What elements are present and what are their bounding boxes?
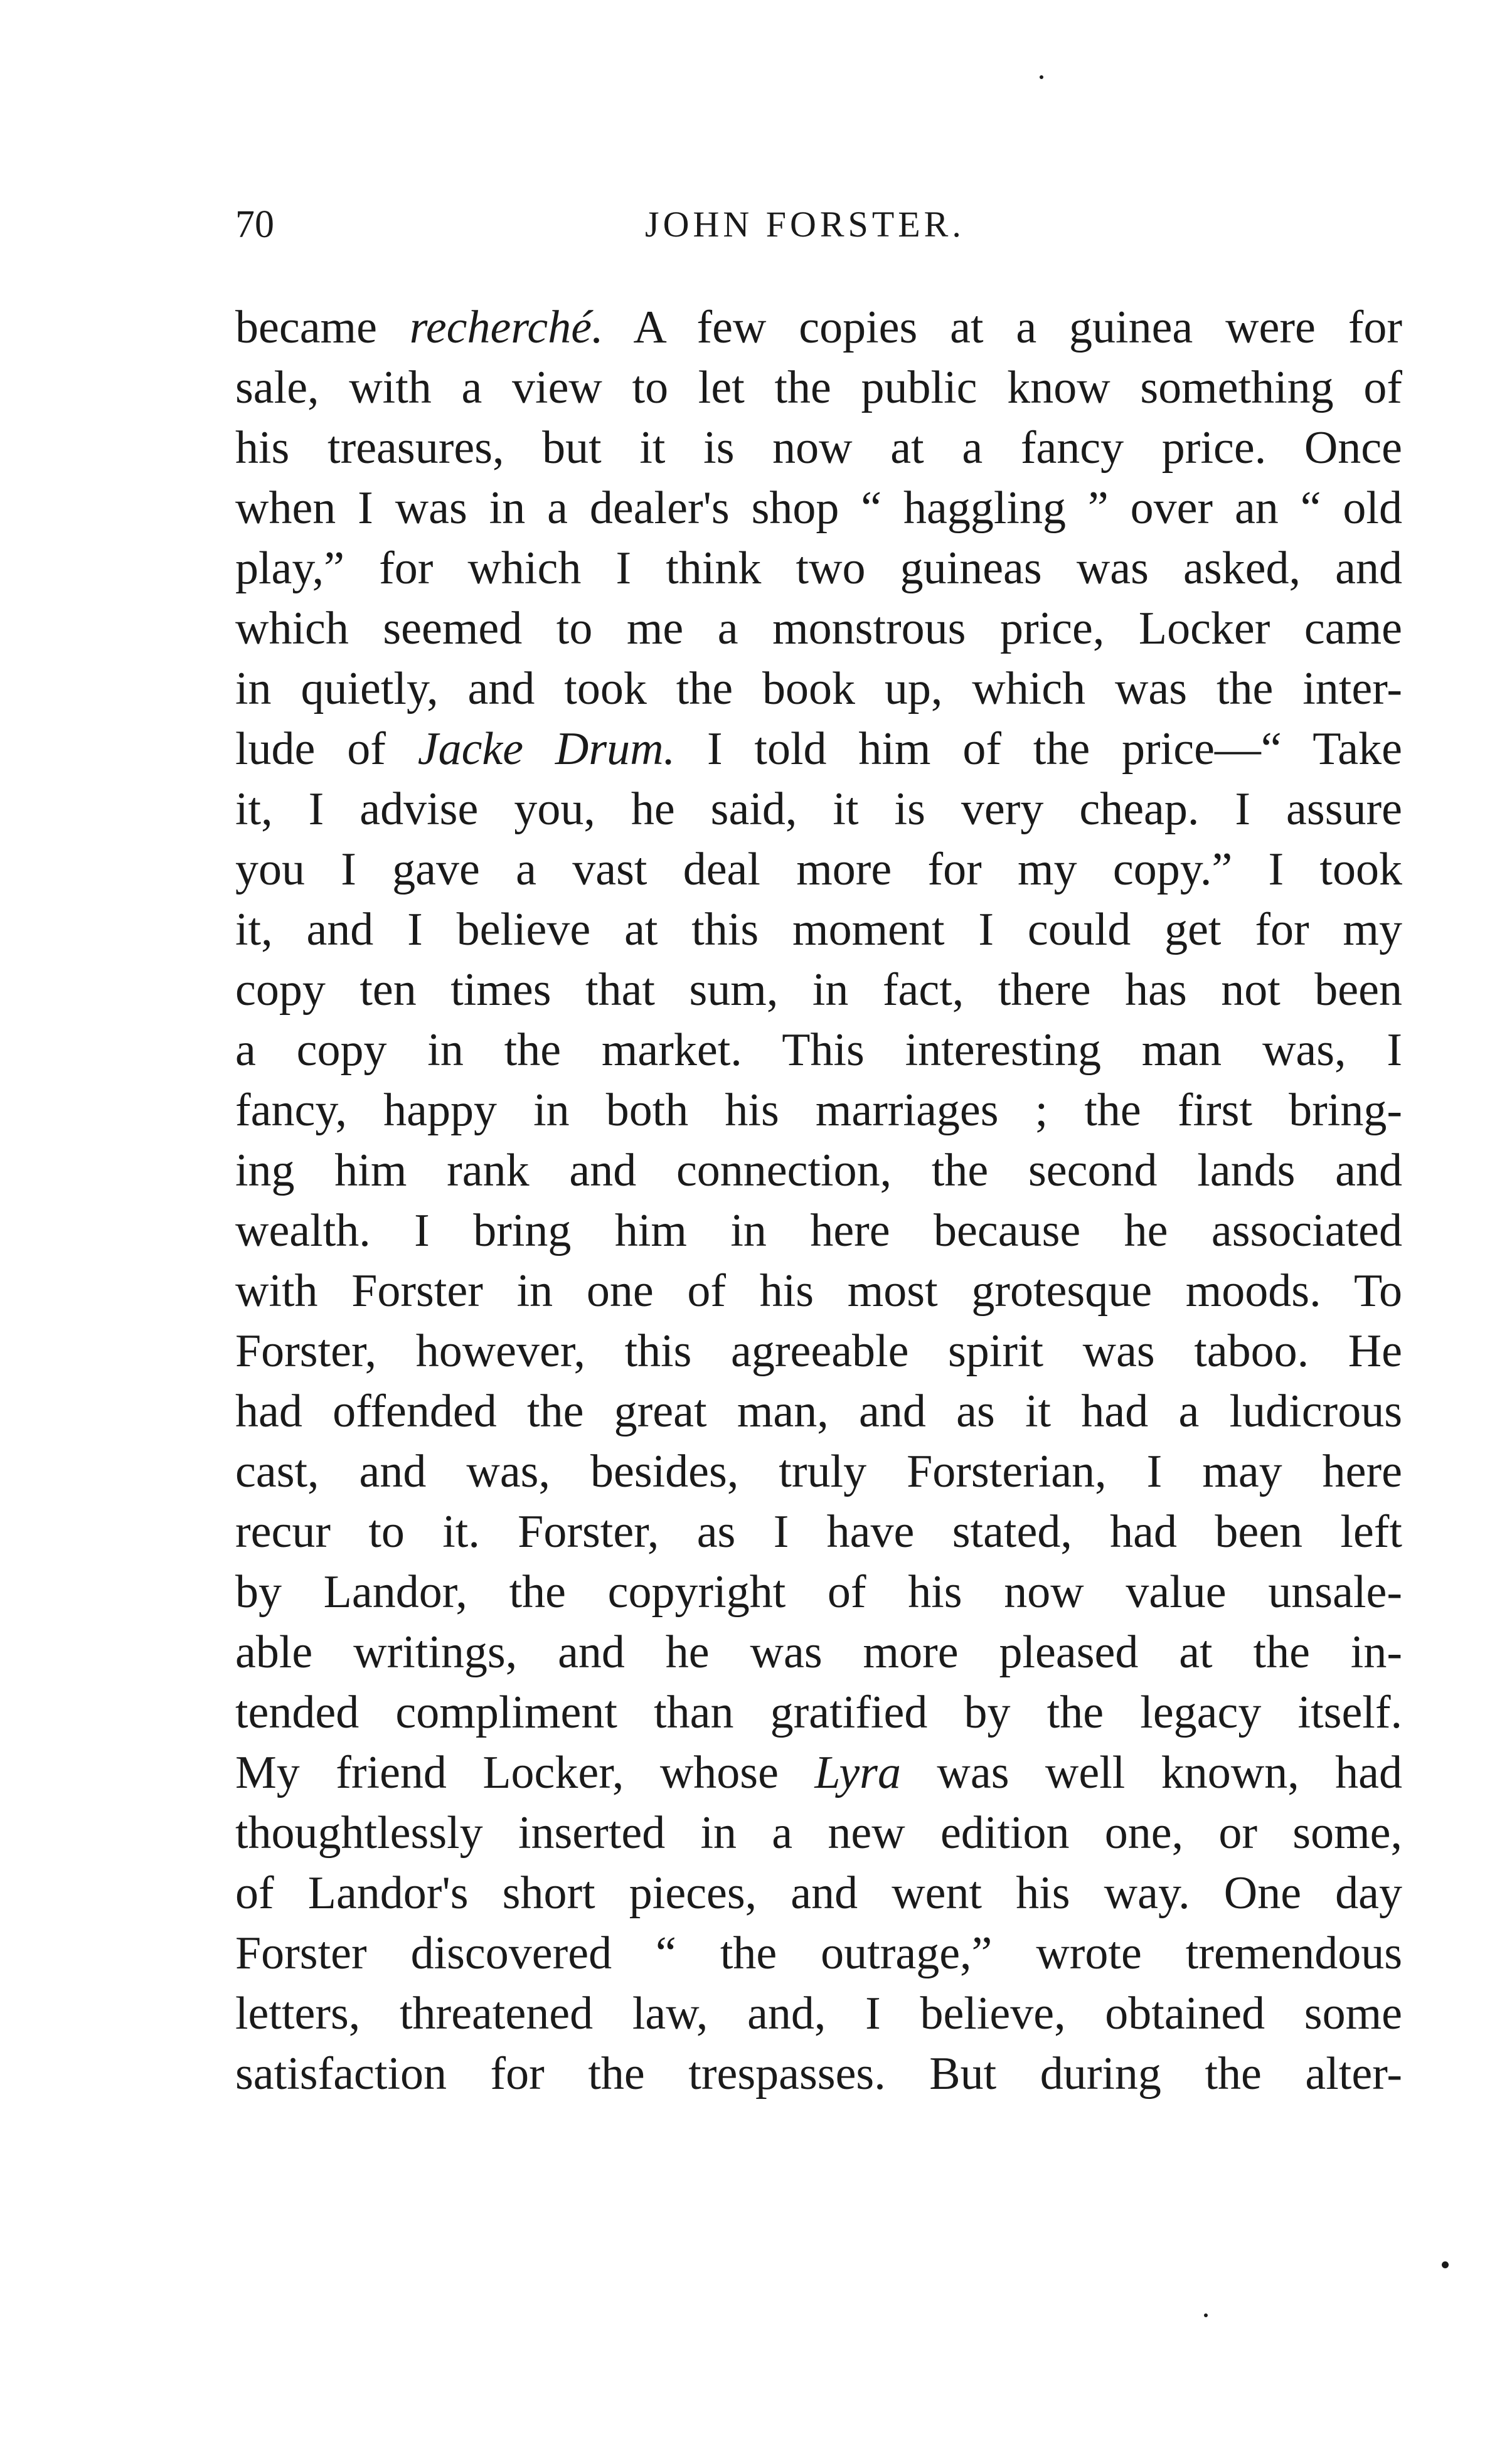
text-segment: play,” for which I think two guineas was asked, and [235,543,1402,594]
text-line [235,719,1402,779]
text-segment: when I was in a dealer's shop “ haggling ” over an “ old [235,482,1402,534]
text-line [235,1803,1402,1863]
text-segment: wealth. I bring him in here because he associated [235,1205,1402,1256]
text-segment: it, and I believe at this moment I could get for my [235,904,1402,955]
italic-title: recherché. [409,302,604,353]
page-number: 70 [235,203,274,246]
text-line [235,598,1402,659]
text-segment: copy ten times that sum, in fact, there has not been [235,964,1402,1016]
text-line [235,1321,1402,1381]
text-segment: had offended the great man, and as it had a ludicrous [235,1386,1402,1437]
text-segment: it, I advise you, he said, it is very cheap. I assure [235,783,1402,835]
text-line [235,1983,1402,2044]
text-segment: a copy in the market. This interesting man was, I [235,1024,1402,1076]
italic-title: Lyra [814,1747,901,1798]
text-segment: cast, and was, besides, truly Forsterian, I may here [235,1446,1402,1497]
text-segment: My friend Locker, whose [235,1747,815,1798]
text-segment: in quietly, and took the book up, which was the inter- [235,663,1402,714]
text-segment: I told him of the price—“ Take [675,723,1402,775]
text-line [235,1562,1402,1622]
text-segment: by Landor, the copyright of his now value unsale- [235,1566,1402,1618]
text-line [235,478,1402,538]
text-line [235,1863,1402,1923]
running-head: JOHN FORSTER. [645,204,965,245]
text-line [235,1682,1402,1743]
text-segment: was well known, had [900,1747,1402,1798]
text-line [235,1201,1402,1261]
text-segment: sale, with a view to let the public know something of [235,362,1402,413]
text-line [235,297,1402,358]
text-segment: ing him rank and connection, the second lands and [235,1145,1402,1196]
print-speck [1442,2261,1449,2268]
text-segment: letters, threatened law, and, I believe, obtained some [235,1988,1402,2039]
text-segment: recur to it. Forster, as I have stated, had been left [235,1506,1402,1558]
text-line [235,779,1402,839]
text-line [235,1923,1402,1983]
text-segment: his treasures, but it is now at a fancy price. Once [235,422,1402,474]
text-segment: satisfaction for the trespasses. But during the alter- [235,2048,1402,2100]
text-line [235,538,1402,598]
text-segment: thoughtlessly inserted in a new edition one, or some, [235,1807,1402,1859]
text-line [235,1622,1402,1682]
italic-title: Jacke Drum. [417,723,676,775]
text-line [235,1502,1402,1562]
text-line [235,1261,1402,1321]
text-line [235,1140,1402,1201]
text-line [235,1381,1402,1442]
text-segment: tended compliment than gratified by the legacy itself. [235,1687,1402,1738]
text-line [235,839,1402,900]
text-line [235,358,1402,418]
text-segment: became [235,302,410,353]
text-segment: able writings, and he was more pleased at the in- [235,1627,1402,1678]
text-line [235,418,1402,478]
page-header [235,199,1402,250]
text-line [235,1743,1402,1803]
print-speck [1204,2313,1208,2317]
text-line [235,1442,1402,1502]
text-line [235,960,1402,1020]
body-text [235,297,1402,2104]
text-line [235,2044,1402,2104]
text-line [235,659,1402,719]
text-segment: Forster discovered “ the outrage,” wrote tremendous [235,1928,1402,1979]
text-segment: you I gave a vast deal more for my copy.” I took [235,844,1402,895]
text-segment: lude of [235,723,418,775]
text-segment: which seemed to me a monstrous price, Locker came [235,603,1402,654]
text-line [235,1080,1402,1140]
text-segment: of Landor's short pieces, and went his way. One day [235,1867,1402,1919]
text-segment: with Forster in one of his most grotesque moods. To [235,1265,1402,1317]
text-line [235,1020,1402,1080]
text-segment: fancy, happy in both his marriages ; the first bring- [235,1085,1402,1136]
text-segment: A few copies at a guinea were for [603,302,1402,353]
text-segment: Forster, however, this agreeable spirit was taboo. He [235,1325,1402,1377]
text-line [235,900,1402,960]
print-speck [1040,75,1043,79]
